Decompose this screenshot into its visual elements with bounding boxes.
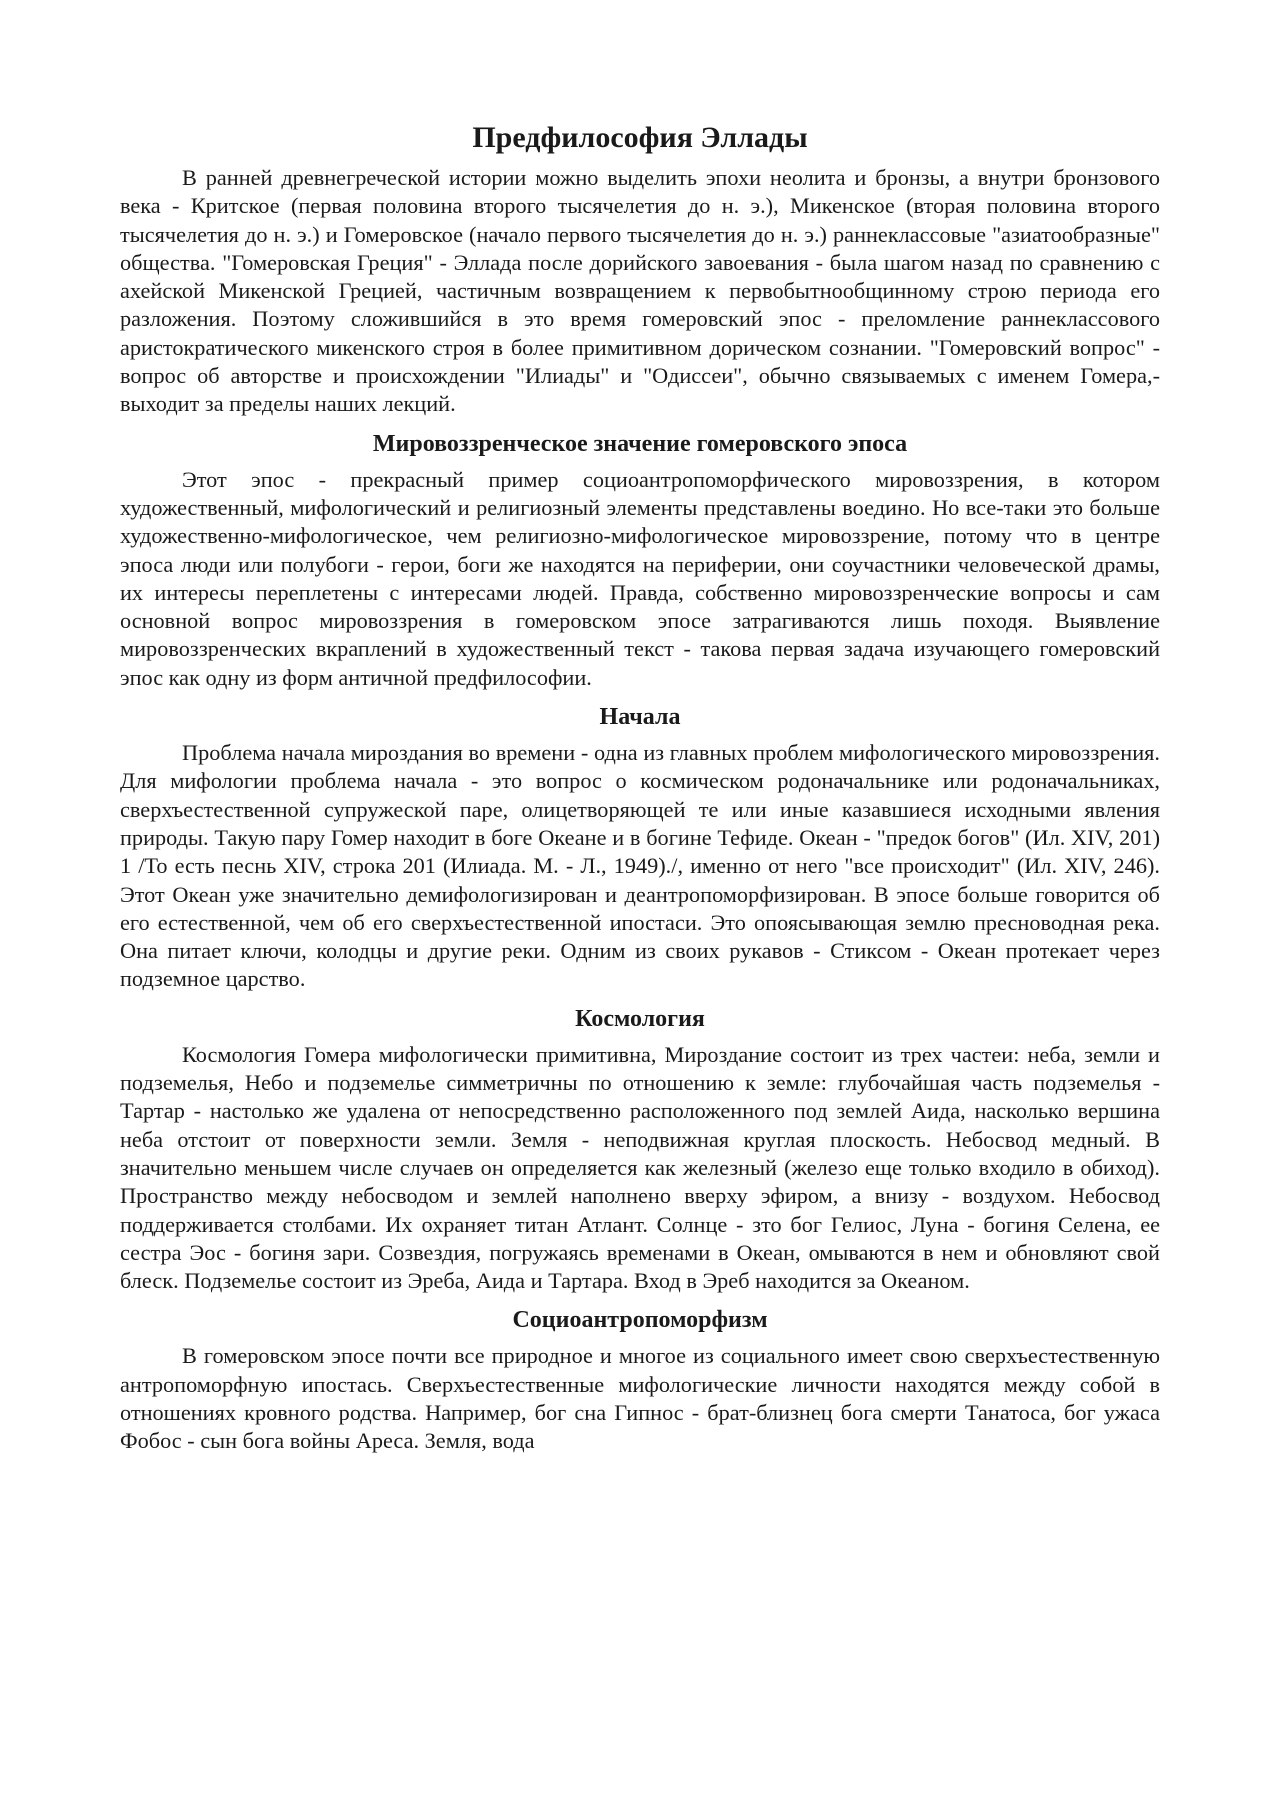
section-heading-cosmology: Космология: [575, 1005, 705, 1032]
section-heading-beginnings: Начала: [599, 704, 681, 731]
section-heading-worldview: Мировоззренческое значение гомеровского эпоса: [372, 430, 908, 457]
intro-paragraph: В ранней древнегреческой истории можно выделить эпохи неолита и бронзы, а внутри бронзового века - Критское (первая половина второго тысячелетия до н. э.), Микенское (вторая половина второго тысячелетия до н. э.) и Гомеровское (начало первого тысячелетия до н. э.) раннеклассовые "азиатообразные" общества. "Гомеровская Греция" - Эллада после дорийского завоевания - была шагом назад по сравнению с ахейской Микенской Грецией, частичным возвращением к первобытнообщинному строю периода его разложения. Поэтому сложившийся в это время гомеровский эпос - преломление раннеклассового аристократического микенского строя в более примитивном дорическом сознании. "Гомеровский вопрос" - вопрос об авторстве и происхождении "Илиады" и "Одиссеи", обычно связываемых с именем Гомера,- выходит за пределы наших лекций.: [120, 165, 1160, 417]
section-paragraph-beginnings: Проблема начала мироздания во времени - одна из главных проблем мифологического мировоззрения. Для мифологии проблема начала - это вопрос о космическом родоначальнике или родоначальниках, сверхъестественной супружеской паре, олицетворяющей те или иные казавшиеся исходными явления природы. Такую пару Гомер находит в боге Океане и в богине Тефиде. Океан - "предок богов" (Ил. XIV, 201) 1 /То есть песнь XIV, строка 201 (Илиада. М. - Л., 1949)./, именно от него "все происходит" (Ил. XIV, 246). Этот Океан уже значительно демифологизирован и деантропоморфизирован. В эпосе больше говорится об его естественной, чем об его сверхъестественной ипостаси. Это опоясывающая землю пресноводная река. Она питает ключи, колодцы и другие реки. Одним из своих рукавов - Стиксом - Океан протекает через подземное царство.: [120, 740, 1160, 992]
section-heading-socioanthropomorphism: Социоантропоморфизм: [512, 1307, 768, 1334]
document-page: [120, 118, 1160, 1456]
section-paragraph-cosmology: Космология Гомера мифологически примитивна, Мироздание состоит из трех частеи: неба, земли и подземелья, Небо и подземелье симметричны по отношению к земле: глубочайшая часть подземелья - Тартар - настолько же удалена от непосредственно расположенного под землей Аида, насколько вершина неба отстоит от поверхности земли. Земля - неподвижная круглая плоскость. Небосвод медный. В значительно меньшем числе случаев он определяется как железный (железо еще только входило в обиход). Пространство между небосводом и землей наполнено вверху эфиром, а внизу - воздухом. Небосвод поддерживается столбами. Их охраняет титан Атлант. Солнце - зто бог Гелиос, Луна - богиня Селена, ее сестра Эос - богиня зари. Созвездия, погружаясь временами в Океан, омываются в нем и обновляют свой блеск. Подземелье состоит из Эреба, Аида и Тартара. Вход в Эреб находится за Океаном.: [120, 1041, 1160, 1294]
section-paragraph-socioanthropomorphism: В гомеровском эпосе почти все природное и многое из социального имеет свою сверхъестественную антропоморфную ипостась. Сверхъестественные мифологические личности находятся между собой в отношениях кровного родства. Например, бог сна Гипнос - брат-близнец бога смерти Танатоса, бог ужаса Фобос - сын бога войны Ареса. Земля, вода: [120, 1343, 1160, 1454]
document-title: Предфилософия Эллады: [472, 121, 808, 154]
section-paragraph-worldview: Этот эпос - прекрасный пример социоантропоморфического мировоззрения, в котором художественный, мифологический и религиозный элементы представлены воедино. Но все-таки это больше художественно-мифологическое, чем религиозно-мифологическое мировоззрение, потому что в центре эпоса люди или полубоги - герои, боги же находятся на периферии, они соучастники человеческой драмы, их интересы переплетены с интересами людей. Правда, собственно мировоззренческие вопросы и сам основной вопрос мировоззрения в гомеровском эпосе затрагиваются лишь походя. Выявление мировоззренческих вкраплений в художественный текст - такова первая задача изучающего гомеровский эпос как одну из форм античной предфилософии.: [120, 466, 1160, 690]
